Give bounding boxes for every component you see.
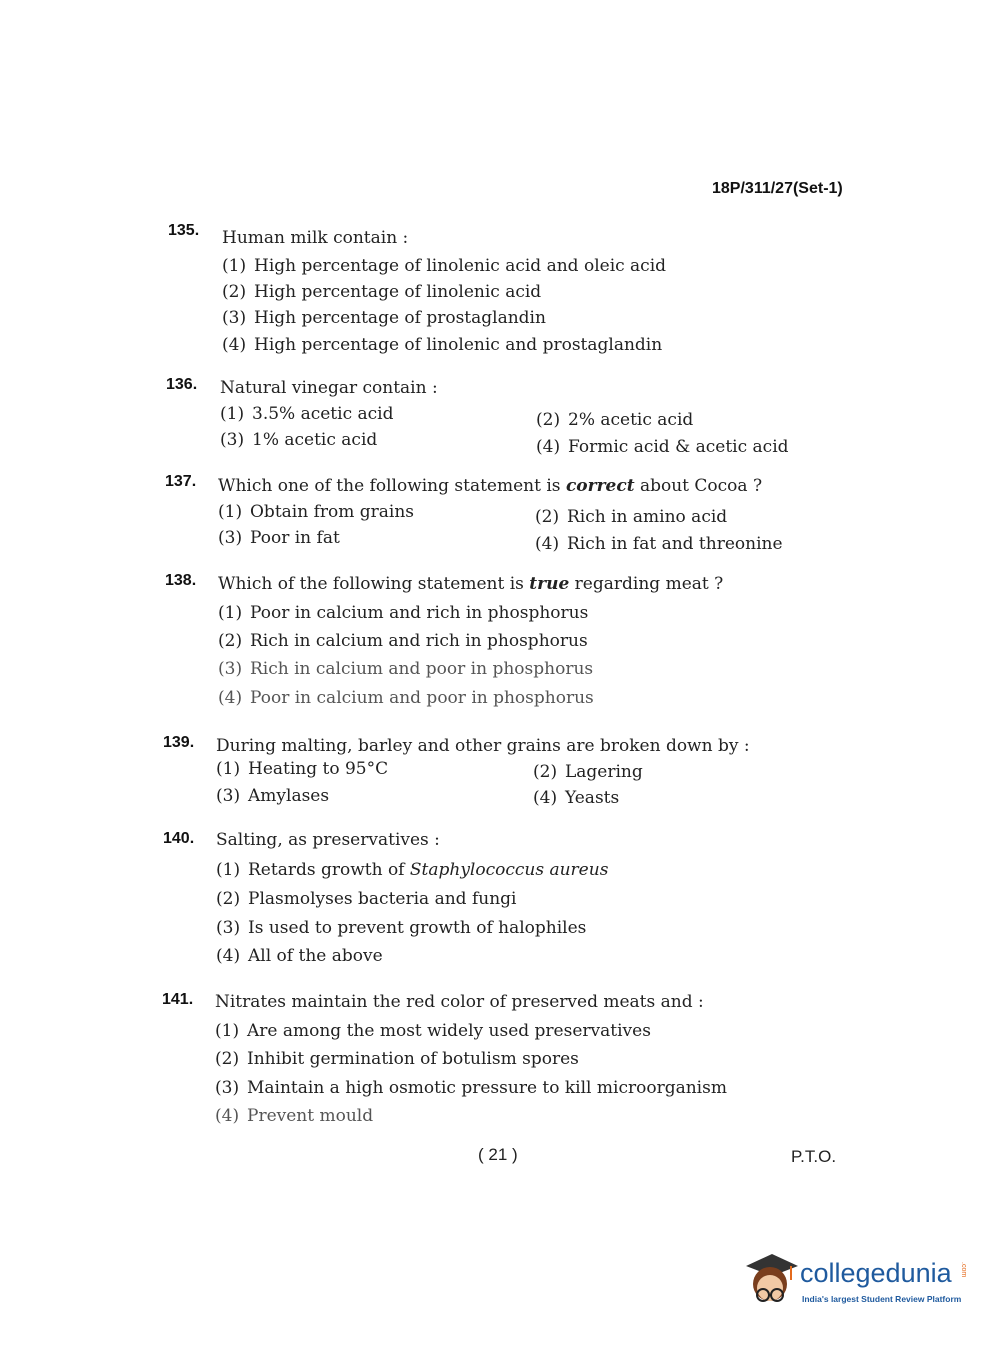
mascot-icon <box>742 1252 800 1312</box>
pto-label: P.T.O. <box>791 1147 837 1166</box>
page-number: ( 21 ) <box>478 1145 518 1164</box>
option: (2) 2% acetic acid <box>536 410 694 430</box>
option: (1) Retards growth of Staphylococcus aureus <box>216 860 609 880</box>
option: (1) Poor in calcium and rich in phosphorus <box>218 603 589 623</box>
question-number: 136. <box>166 376 198 393</box>
logo-wordmark: collegedunia <box>800 1258 952 1288</box>
option: (4) Prevent mould <box>215 1106 374 1126</box>
question-number: 137. <box>165 473 197 490</box>
option: (2) High percentage of linolenic acid <box>222 282 542 302</box>
option: (3) Is used to prevent growth of halophiles <box>216 918 587 938</box>
option: (3) High percentage of prostaglandin <box>222 308 546 328</box>
paper-code: 18P/311/27(Set-1) <box>712 180 843 197</box>
option: (3) Rich in calcium and poor in phosphorus <box>218 659 594 679</box>
option: (2) Rich in calcium and rich in phosphorus <box>218 631 588 651</box>
option: (4) Poor in calcium and poor in phosphorus <box>218 688 594 708</box>
option: (4) Yeasts <box>533 788 620 808</box>
collegedunia-watermark <box>742 1248 972 1318</box>
question-text: Which of the following statement is true regarding meat ? <box>218 574 724 594</box>
question-number: 138. <box>165 572 197 589</box>
option: (2) Lagering <box>533 762 643 782</box>
question-number: 141. <box>162 991 194 1008</box>
option: (1) High percentage of linolenic acid and oleic acid <box>222 256 667 276</box>
question-number: 139. <box>163 734 195 751</box>
option: (4) High percentage of linolenic and prostaglandin <box>222 335 663 355</box>
option: (2) Plasmolyses bacteria and fungi <box>216 889 517 909</box>
question-text: Human milk contain : <box>222 228 409 248</box>
question-text: Which one of the following statement is correct about Cocoa ? <box>218 476 763 496</box>
option: (3) Amylases <box>216 786 330 806</box>
logo-dotcom: .com <box>960 1262 967 1278</box>
question-text: Natural vinegar contain : <box>220 378 438 398</box>
question-number: 140. <box>163 830 195 847</box>
question-text: Nitrates maintain the red color of preserved meats and : <box>215 992 704 1012</box>
option: (4) Rich in fat and threonine <box>535 534 783 554</box>
option: (3) Poor in fat <box>218 528 340 548</box>
option: (4) All of the above <box>216 946 383 966</box>
option: (2) Rich in amino acid <box>535 507 728 527</box>
option: (2) Inhibit germination of botulism spores <box>215 1049 579 1069</box>
option: (1) Obtain from grains <box>218 502 415 522</box>
question-text: Salting, as preservatives : <box>216 830 440 850</box>
option: (1) Are among the most widely used preservatives <box>215 1021 651 1041</box>
option: (1) 3.5% acetic acid <box>220 404 394 424</box>
logo-tagline: India's largest Student Review Platform <box>802 1294 962 1304</box>
question-number: 135. <box>168 222 200 239</box>
option: (3) Maintain a high osmotic pressure to kill microorganism <box>215 1078 727 1098</box>
option: (4) Formic acid & acetic acid <box>536 437 789 457</box>
option: (1) Heating to 95°C <box>216 759 389 779</box>
option: (3) 1% acetic acid <box>220 430 378 450</box>
question-text: During malting, barley and other grains are broken down by : <box>216 736 750 756</box>
